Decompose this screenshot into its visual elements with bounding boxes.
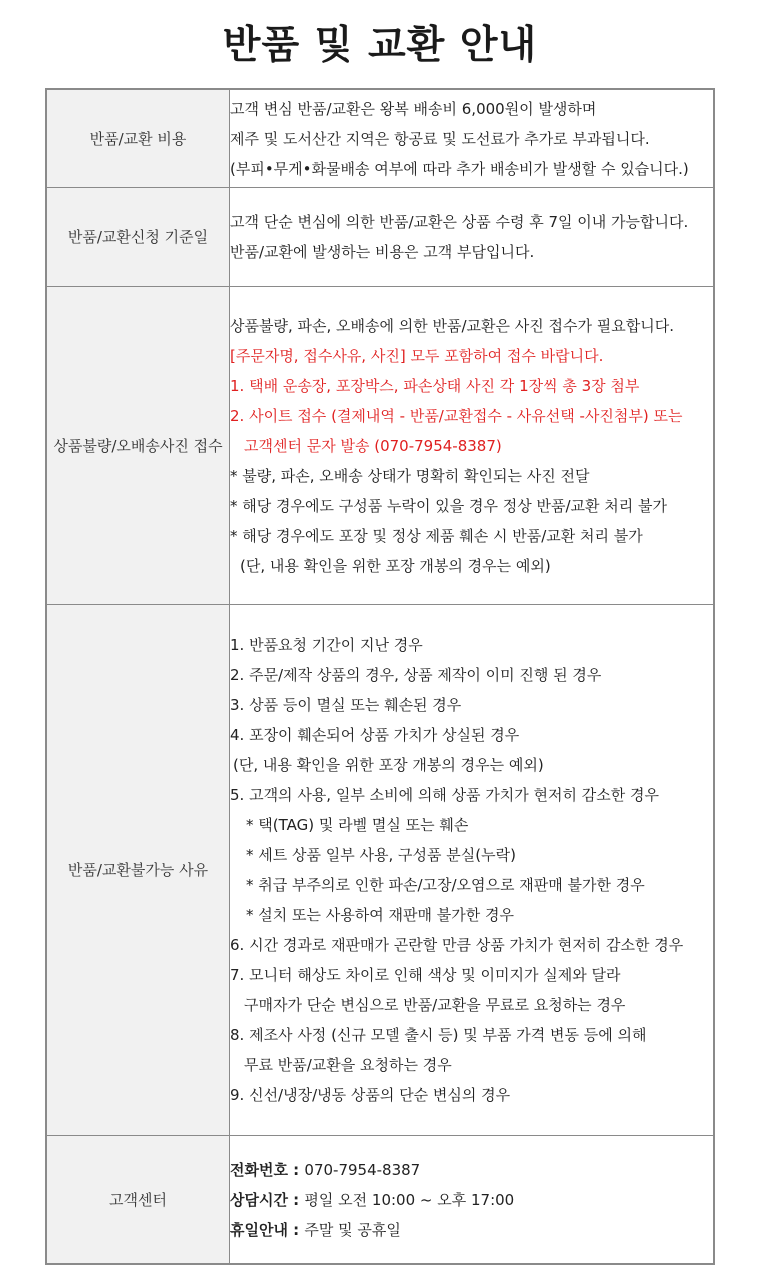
contact-line	[230, 1215, 713, 1245]
content-line: * 해당 경우에도 구성품 누락이 있을 경우 정상 반품/교환 처리 불가	[230, 496, 667, 515]
content-line: * 세트 상품 일부 사용, 구성품 분실(누락)	[246, 846, 516, 864]
content-line: * 취급 부주의로 인한 파손/고장/오염으로 재판매 불가한 경우	[246, 876, 645, 894]
row-customer-center	[46, 1136, 714, 1265]
contact-key: 상담시간 :	[230, 1190, 305, 1209]
row-content	[230, 605, 715, 1136]
content-line: 고객 단순 변심에 의한 반품/교환은 상품 수령 후 7일 이내 가능합니다.	[230, 213, 689, 231]
row-content	[230, 89, 715, 188]
row-label-line: 사진 접수	[159, 436, 223, 455]
row-return-cost	[46, 89, 714, 188]
row-request-deadline	[46, 188, 714, 287]
row-label	[46, 287, 230, 605]
content-line: * 해당 경우에도 포장 및 정상 제품 훼손 시 반품/교환 처리 불가	[230, 526, 643, 545]
row-content	[230, 188, 715, 287]
contact-key: 전화번호 :	[230, 1160, 305, 1179]
row-label	[46, 1136, 230, 1265]
content-line: 제주 및 도서산간 지역은 항공료 및 도선료가 추가로 부과됩니다.	[230, 129, 650, 148]
content-line: 무료 반품/교환을 요청하는 경우	[244, 1056, 452, 1074]
row-label-line: 고객센터	[109, 1190, 167, 1209]
content-line: 상품불량, 파손, 오배송에 의한 반품/교환은 사진 접수가 필요합니다.	[230, 316, 674, 335]
content-line: 5. 고객의 사용, 일부 소비에 의해 상품 가치가 현저히 감소한 경우	[230, 786, 660, 804]
content-line: 구매자가 단순 변심으로 반품/교환을 무료로 요청하는 경우	[244, 996, 626, 1014]
content-line: (부피•무게•화물배송 여부에 따라 추가 배송비가 발생할 수 있습니다.)	[230, 159, 689, 178]
content-line: [주문자명, 접수사유, 사진] 모두 포함하여 접수 바랍니다.	[230, 346, 604, 365]
content-line: 1. 반품요청 기간이 지난 경우	[230, 636, 423, 654]
content-line: 8. 제조사 사정 (신규 모델 출시 등) 및 부품 가격 변동 등에 의해	[230, 1026, 647, 1044]
row-label	[46, 605, 230, 1136]
content-line: 6. 시간 경과로 재판매가 곤란할 만큼 상품 가치가 현저히 감소한 경우	[230, 936, 684, 954]
content-line: * 설치 또는 사용하여 재판매 불가한 경우	[246, 906, 514, 924]
content-line: * 불량, 파손, 오배송 상태가 명확히 확인되는 사진 전달	[230, 466, 590, 485]
row-content	[230, 1136, 715, 1265]
content-line: (단, 내용 확인을 위한 포장 개봉의 경우는 예외)	[233, 756, 544, 774]
row-label	[46, 89, 230, 188]
row-label	[46, 188, 230, 287]
notice-table	[45, 88, 715, 1265]
content-line: 1. 택배 운송장, 포장박스, 파손상태 사진 각 1장씩 총 3장 첨부	[230, 376, 640, 395]
content-line: 고객 변심 반품/교환은 왕복 배송비 6,000원이 발생하며	[230, 99, 597, 118]
content-line: (단, 내용 확인을 위한 포장 개봉의 경우는 예외)	[240, 556, 551, 575]
row-label-line: 반품/교환 비용	[89, 129, 187, 148]
content-line: 반품/교환에 발생하는 비용은 고객 부담입니다.	[230, 243, 535, 261]
row-label-line: 반품/교환	[67, 228, 131, 246]
content-line: 고객센터 문자 발송 (070-7954-8387)	[244, 436, 502, 455]
contact-value: 070-7954-8387	[304, 1160, 421, 1179]
row-label-line: 불가능 사유	[130, 861, 209, 879]
contact-value: 평일 오전 10:00 ~ 오후 17:00	[304, 1190, 515, 1209]
row-label-line: 상품불량/오배송	[53, 436, 160, 455]
content-line: 9. 신선/냉장/냉동 상품의 단순 변심의 경우	[230, 1086, 511, 1104]
row-defect-photo	[46, 287, 714, 605]
contact-line	[230, 1185, 713, 1215]
row-label-line: 반품/교환	[67, 861, 131, 879]
page-title: 반품 및 교환 안내	[222, 23, 538, 68]
contact-value: 주말 및 공휴일	[304, 1220, 401, 1239]
content-line: 4. 포장이 훼손되어 상품 가치가 상실된 경우	[230, 726, 520, 744]
content-line: 3. 상품 등이 멸실 또는 훼손된 경우	[230, 696, 462, 714]
contact-line	[230, 1155, 713, 1185]
content-line: 2. 사이트 접수 (결제내역 - 반품/교환접수 - 사유선택 -사진첨부) 또는	[230, 406, 683, 425]
content-line: 7. 모니터 해상도 차이로 인해 색상 및 이미지가 실제와 달라	[230, 966, 621, 984]
content-line: * 택(TAG) 및 라벨 멸실 또는 훼손	[246, 816, 469, 834]
row-content	[230, 287, 715, 605]
row-label-line: 신청 기준일	[130, 228, 209, 246]
contact-key: 휴일안내 :	[230, 1220, 305, 1239]
content-line: 2. 주문/제작 상품의 경우, 상품 제작이 이미 진행 된 경우	[230, 666, 602, 684]
row-not-allowed-reasons	[46, 605, 714, 1136]
